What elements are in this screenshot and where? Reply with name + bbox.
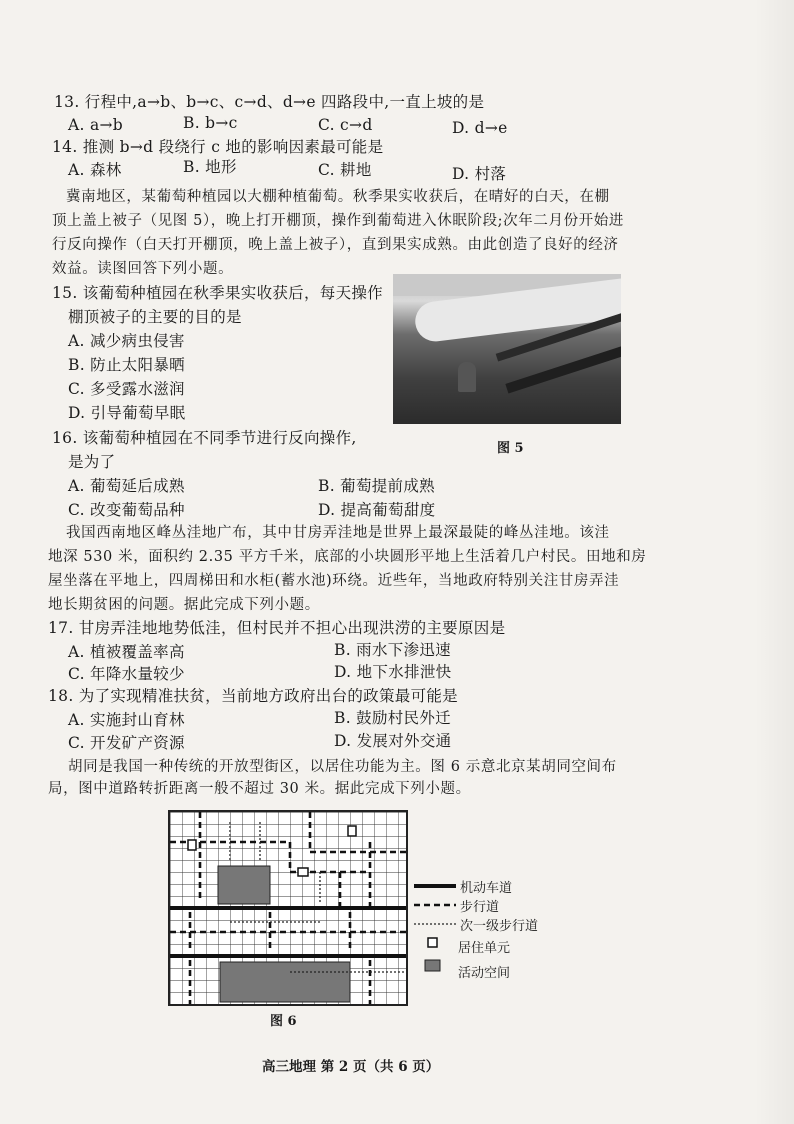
q15-option-a: A. 减少病虫侵害 — [68, 332, 185, 350]
legend-activity-space: 活动空间 — [458, 966, 511, 981]
q16-stem-line-1: 16. 该葡萄种植园在不同季节进行反向操作, — [52, 429, 357, 447]
fig5-caption: 图 5 — [497, 441, 524, 456]
residential-unit — [348, 826, 356, 836]
hutong-layout-map — [168, 810, 408, 1006]
legend-walkway: 步行道 — [460, 900, 500, 915]
legend-residential-unit: 居住单元 — [458, 941, 511, 956]
passage-hutong-line-1: 胡同是我国一种传统的开放型街区，以居住功能为主。图 6 示意北京某胡同空间布 — [68, 759, 617, 775]
q14-stem: 14. 推测 b→d 段绕行 c 地的影响因素最可能是 — [52, 138, 384, 156]
legend-secondary-walkway: 次一级步行道 — [460, 919, 539, 934]
activity-space — [218, 866, 270, 904]
legend-residential-symbol — [428, 938, 437, 947]
passage-karst-line-1: 我国西南地区峰丛洼地广布，其中甘房弄洼地是世界上最深最陡的峰丛洼地。该洼 — [66, 525, 610, 541]
page-edge-shadow — [754, 0, 794, 1124]
q13-option-b: B. b→c — [183, 114, 238, 132]
q16-option-b: B. 葡萄提前成熟 — [318, 477, 435, 495]
q13-option-a: A. a→b — [68, 116, 123, 134]
q15-stem-line-1: 15. 该葡萄种植园在秋季果实收获后，每天操作 — [52, 284, 383, 302]
q14-option-a: A. 森林 — [68, 161, 122, 179]
passage-grape-line-4: 效益。读图回答下列小题。 — [52, 261, 234, 277]
q15-stem-line-2: 棚顶被子的主要的目的是 — [68, 308, 242, 326]
q16-stem-line-2: 是为了 — [68, 453, 116, 471]
greenhouse-photo — [393, 274, 621, 424]
q15-option-c: C. 多受露水滋润 — [68, 380, 185, 398]
q18-option-c: C. 开发矿产资源 — [68, 734, 185, 752]
residential-unit — [188, 840, 196, 850]
q17-option-a: A. 植被覆盖率高 — [68, 643, 185, 661]
passage-grape-line-2: 顶上盖上被子（见图 5），晚上打开棚顶，操作到葡萄进入休眠阶段;次年二月份开始进 — [52, 213, 624, 229]
q16-option-c: C. 改变葡萄品种 — [68, 501, 185, 519]
passage-hutong-line-2: 局，图中道路转折距离一般不超过 30 米。据此完成下列小题。 — [48, 781, 471, 797]
q18-option-d: D. 发展对外交通 — [334, 732, 452, 750]
residential-unit — [298, 868, 308, 876]
q13-option-d: D. d→e — [452, 119, 508, 137]
q18-stem: 18. 为了实现精准扶贫，当前地方政府出台的政策最可能是 — [48, 687, 458, 705]
fig6-caption: 图 6 — [270, 1014, 297, 1029]
q16-option-a: A. 葡萄延后成熟 — [68, 477, 185, 495]
q18-option-a: A. 实施封山育林 — [68, 711, 185, 729]
passage-karst-line-3: 屋坐落在平地上，四周梯田和水柜(蓄水池)环绕。近些年，当地政府特别关注甘房弄洼 — [48, 573, 620, 589]
legend-motor-road: 机动车道 — [460, 881, 513, 896]
q16-option-d: D. 提高葡萄甜度 — [318, 501, 436, 519]
activity-space — [220, 962, 350, 1002]
legend-activity-symbol — [425, 960, 440, 971]
q13-stem: 13. 行程中,a→b、b→c、c→d、d→e 四路段中,一直上坡的是 — [54, 93, 485, 111]
page-footer: 高三地理 第 2 页（共 6 页） — [262, 1059, 440, 1075]
passage-grape-line-1: 冀南地区，某葡萄种植园以大棚种植葡萄。秋季果实收获后，在晴好的白天，在棚 — [66, 189, 610, 205]
q17-option-c: C. 年降水量较少 — [68, 665, 185, 683]
q15-option-b: B. 防止太阳暴晒 — [68, 356, 185, 374]
q14-option-b: B. 地形 — [183, 158, 237, 176]
passage-karst-line-4: 地长期贫困的问题。据此完成下列小题。 — [48, 597, 320, 613]
q15-option-d: D. 引导葡萄早眠 — [68, 404, 186, 422]
q18-option-b: B. 鼓励村民外迁 — [334, 709, 451, 727]
q13-option-c: C. c→d — [318, 116, 373, 134]
q17-option-b: B. 雨水下渗迅速 — [334, 641, 451, 659]
passage-karst-line-2: 地深 530 米，面积约 2.35 平方千米，底部的小块圆形平地上生活着几户村民。田地和房 — [48, 549, 647, 565]
q17-stem: 17. 甘房弄洼地地势低洼，但村民并不担心出现洪涝的主要原因是 — [48, 619, 506, 637]
passage-grape-line-3: 行反向操作（白天打开棚顶，晚上盖上被子），直到果实成熟。由此创造了良好的经济 — [52, 237, 619, 253]
legend-symbols — [412, 878, 458, 978]
hutong-map-svg — [170, 812, 406, 1004]
q17-option-d: D. 地下水排泄快 — [334, 663, 452, 681]
q14-option-d: D. 村落 — [452, 165, 507, 183]
q14-option-c: C. 耕地 — [318, 161, 372, 179]
